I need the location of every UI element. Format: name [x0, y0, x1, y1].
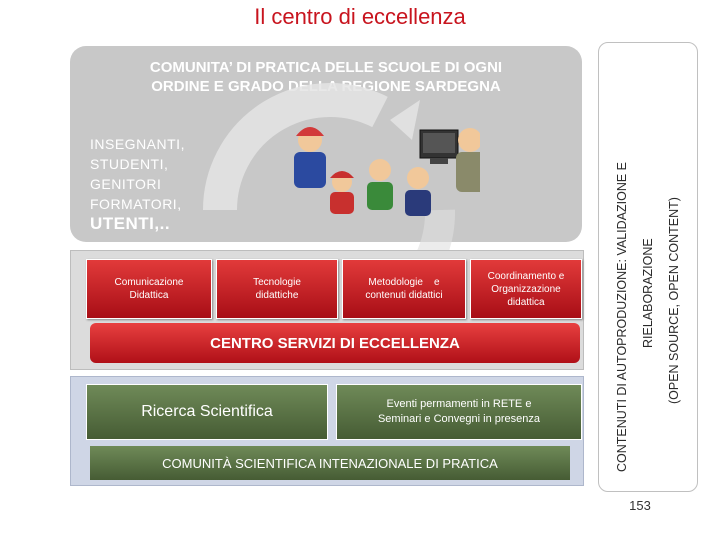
child-figure-icon	[367, 159, 393, 210]
research-box: Ricerca Scientifica	[86, 384, 328, 440]
service-box-line: Tecnologie	[253, 277, 301, 288]
service-box-methodologies	[342, 259, 466, 319]
users-line: STUDENTI,	[90, 156, 169, 172]
service-box-line: Metodologie e	[368, 277, 440, 288]
service-box-line: Comunicazione	[114, 277, 184, 288]
events-line: Eventi permamenti in RETE e	[386, 398, 532, 410]
computer-icon	[420, 130, 458, 164]
service-box-line: didattiche	[255, 290, 299, 301]
service-box-line: didattica	[507, 296, 545, 308]
service-box-communication	[86, 259, 212, 319]
users-big-label: UTENTI,..	[90, 214, 171, 233]
people-illustration-icon	[280, 110, 480, 220]
service-box-line: Organizzazione	[491, 283, 561, 295]
teacher-figure-icon	[456, 128, 480, 192]
events-line: Seminari e Convegni in presenza	[377, 413, 541, 425]
page-title: Il centro di eccellenza	[254, 4, 466, 29]
users-line: INSEGNANTI,	[90, 136, 185, 152]
sidebar-text-line1: CONTENUTI DI AUTOPRODUZIONE: VALIDAZIONE E	[615, 162, 629, 472]
scientific-community-bar: COMUNITÀ SCIENTIFICA INTENAZIONALE DI PRATICA	[90, 446, 570, 480]
users-line: GENITORI	[90, 176, 162, 192]
services-center-bar: CENTRO SERVIZI DI ECCELLENZA	[90, 323, 580, 363]
worker-figure-icon	[294, 127, 326, 188]
community-heading-line1: COMUNITA’ DI PRATICA DELLE SCUOLE DI OGNI	[149, 59, 503, 76]
page-number: 153	[629, 498, 651, 513]
community-heading-line2: ORDINE E GRADO DELLA REGIONE SARDEGNA	[151, 78, 501, 95]
service-box-technologies	[216, 259, 338, 319]
service-box-coordination	[470, 259, 582, 319]
service-box-line: contenuti didattici	[365, 290, 443, 301]
child-figure-icon	[405, 167, 431, 216]
sidebar-text-line2: RIELABORAZIONE	[641, 238, 655, 348]
users-list	[90, 134, 185, 234]
service-box-line: Didattica	[129, 290, 169, 301]
child-figure-icon	[330, 171, 354, 214]
users-line: FORMATORI,	[90, 196, 182, 212]
events-box	[336, 384, 582, 440]
sidebar-text-line3: (OPEN SOURCE, OPEN CONTENT)	[667, 197, 681, 404]
service-box-line: Coordinamento e	[487, 270, 565, 282]
